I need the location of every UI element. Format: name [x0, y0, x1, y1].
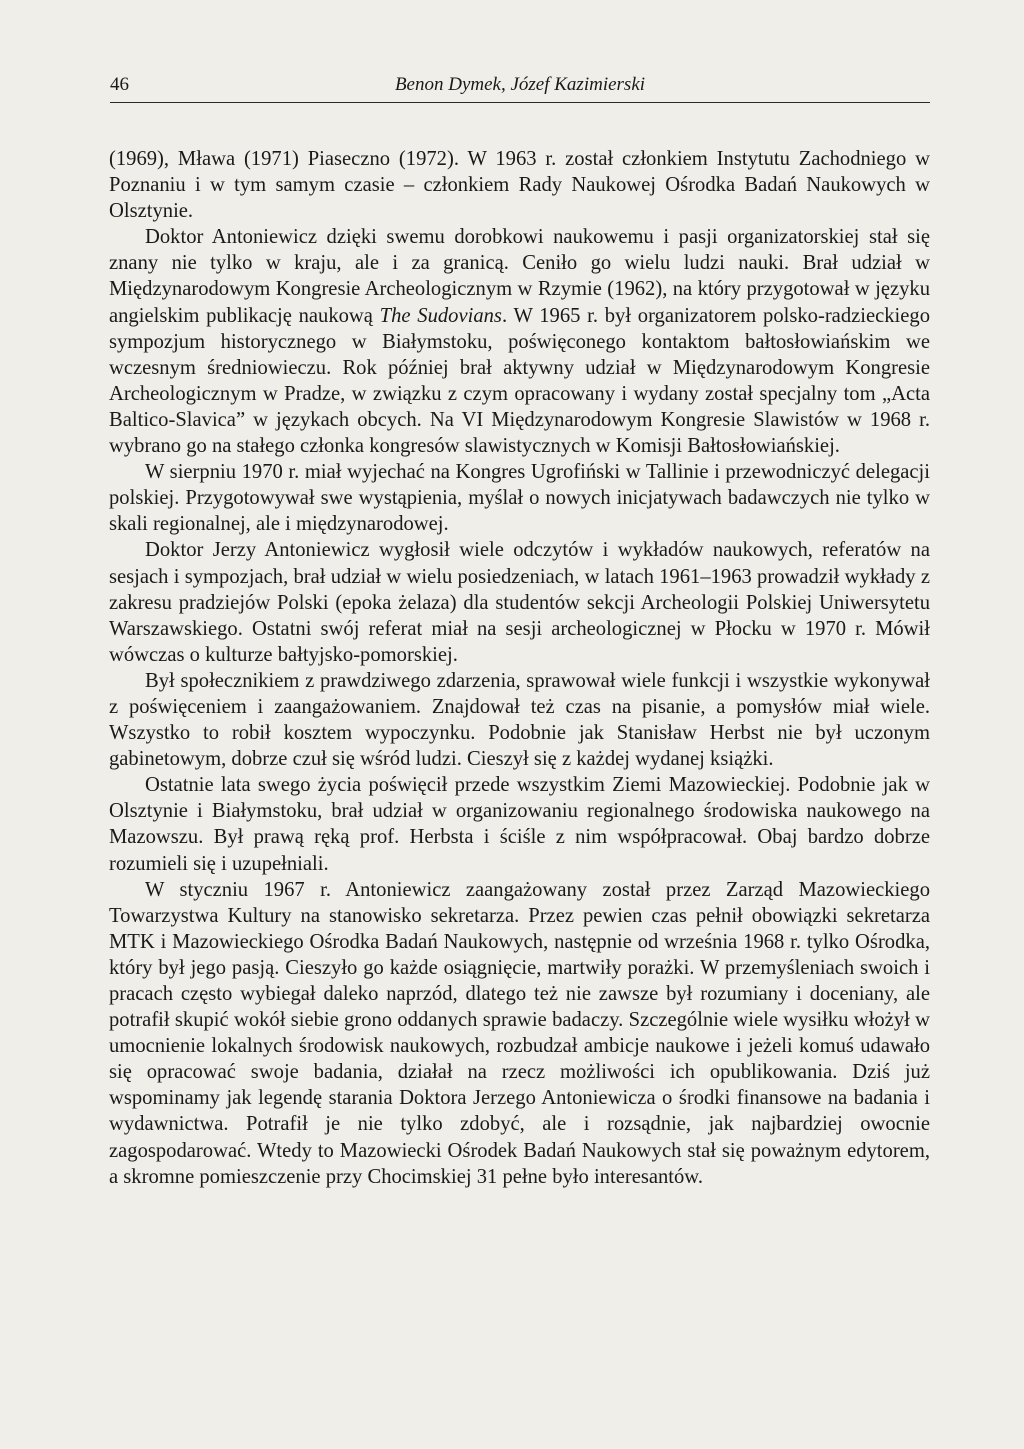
paragraph-3: W sierpniu 1970 r. miał wyjechać na Kongres Ugrofiński w Tallinie i przewodniczyć delegacji polskiej. Przygotowywał swe wystąpienia, myślał o nowych inicjatywach badawczych nie tylko w skali regionalnej, ale i międzynarodowej.: [109, 461, 930, 536]
paragraph-4: Doktor Jerzy Antoniewicz wygłosił wiele odczytów i wykładów naukowych, referatów na sesjach i sympozjach, brał udział w wielu posiedzeniach, w latach 1961–1963 prowadził wykłady z zakresu pradziejów Polski (epoka żelaza) dla studentów sekcji Archeologii Polskiej Uniwersytetu Warszawskiego. Ostatni swój referat miał na sesji archeologicznej w Płocku w 1970 r. Mówił wówczas o kulturze bałtyjsko-pomorskiej.: [109, 539, 930, 666]
paragraph-6: Ostatnie lata swego życia poświęcił przede wszystkim Ziemi Mazowieckiej. Podobnie jak w Olsztynie i Białymstoku, brał udział w organizowaniu regionalnego środowiska naukowego na Mazowszu. Był prawą ręką prof. Herbsta i ściśle z nim współpracował. Obaj bardzo dobrze rozumieli się i uzupełniali.: [109, 774, 930, 875]
header-authors: Benon Dymek, Józef Kazimierski: [394, 74, 646, 95]
paragraph-5: Był społecznikiem z prawdziwego zdarzenia, sprawował wiele funkcji i wszystkie wykonywał z poświęceniem i zaangażowaniem. Znajdował też czas na pisanie, a pomysłów miał wiele. Wszystko to robił kosztem wypoczynku. Podobnie jak Stanisław Herbst nie był uczonym gabinetowym, dobrze czuł się wśród ludzi. Cieszył się z każdej wydanej książki.: [109, 669, 930, 771]
paragraph-7: W styczniu 1967 r. Antoniewicz zaangażowany został przez Zarząd Mazowieckiego Towarzystwa Kultury na stanowisko sekretarza. Przez pewien czas pełnił obowiązki sekretarza MTK i Mazowieckiego Ośrodka Badań Naukowych, następnie od września 1968 r. tylko Ośrodka, który był jego pasją. Cieszyło go każde osiągnięcie, martwiły porażki. W przemyśleniach swoich i pracach często wybiegał daleko naprzód, dlatego też nie zawsze był rozumiany i doceniany, ale potrafił skupić wokół siebie grono oddanych sprawie badaczy. Szczególnie wiele wysiłku włożył w umocnienie lokalnych środowisk naukowych, rozbudzał ambicje naukowe i jeżeli komuś udawało się opracować swoje badania, działał na rzecz możliwości ich opublikowania. Dziś już wspominamy jak legendę starania Doktora Jerzego Antoniewicza o środki finansowe na badania i wydawnictwa. Potrafił je nie tylko zdobyć, ale i rozsądnie, jak najbardziej owocnie zagospodarować. Wtedy to Mazowiecki Ośrodek Badań Naukowych stał się poważnym edytorem, a skromne pomieszczenie przy Chocimskiej 31 pełne było interesantów.: [109, 878, 930, 1188]
paragraph-2-text-b: . W 1965 r. był organizatorem polsko-radzieckiego sympozjum historycznego w Białymstoku, poświęconego kontaktom bałtosłowiańskim we wczesnym średniowieczu. Rok później brał aktywny udział w Międzynarodowym Kongresie Archeologicznym w Pradze, w związku z czym opracowany i wydany został specjalny tom „Acta Baltico-Slavica” w językach obcych. Na VI Międzynarodowym Kongresie Slawistów w 1968 r. wybrano go na stałego członka kongresów slawistycznych w Komisji Bałtosłowiańskiej.: [109, 304, 931, 458]
running-header: [110, 72, 930, 103]
paragraph-1: (1969), Mława (1971) Piaseczno (1972). W 1963 r. został członkiem Instytutu Zachodniego w Poznaniu i w tym samym czasie – członkiem Rady Naukowej Ośrodka Badań Naukowych w Olsztynie.: [109, 148, 930, 223]
paragraph-2: [109, 224, 930, 459]
paragraph-2-text-a: Doktor Antoniewicz dzięki swemu dorobkowi naukowemu i pasji organizatorskiej stał się znany nie tylko w kraju, ale i za granicą. Ceniło go wielu ludzi nauki. Brał udział w Międzynarodowym Kongresie Archeologicznym w Rzymie (1962), na który przygotował w języku angielskim publikację naukową: [109, 226, 930, 327]
publication-title: The Sudovians: [379, 304, 502, 327]
page-number: 46: [110, 74, 129, 95]
main-text: [109, 146, 930, 1190]
